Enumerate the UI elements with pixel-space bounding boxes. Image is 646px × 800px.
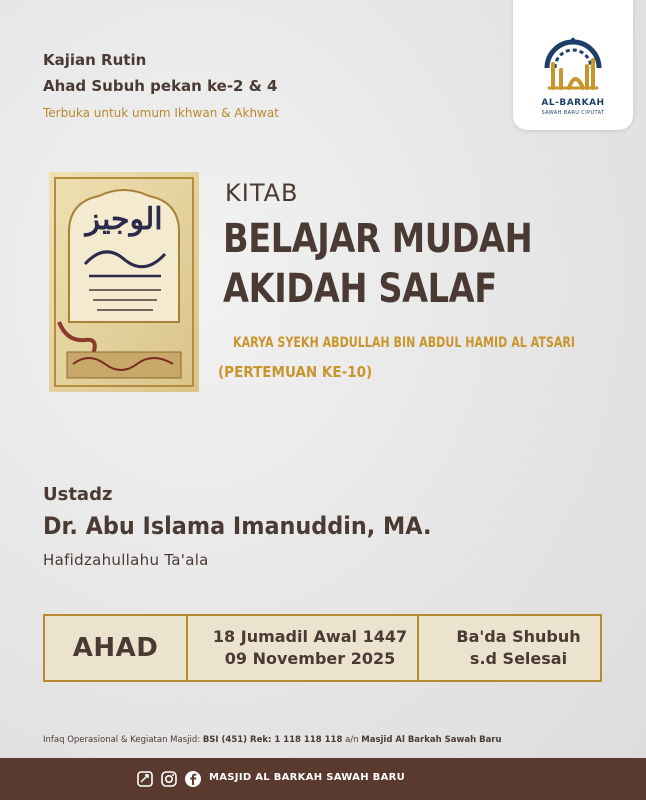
logo-subtitle: SAWAH BARU CIPUTAT <box>541 110 605 116</box>
footer-social-text: MASJID AL BARKAH SAWAH BARU <box>209 772 406 783</box>
speaker-honorific: Hafidzahullahu Ta'ala <box>43 551 209 569</box>
meeting-number: (PERTEMUAN KE-10) <box>218 363 373 381</box>
schedule-date-cell <box>186 616 417 680</box>
hijri-date: 18 Jumadil Awal 1447 <box>212 627 408 646</box>
gregorian-date: 09 November 2025 <box>224 649 396 668</box>
facebook-icon[interactable] <box>184 770 202 788</box>
infaq-bank: BSI (451) Rek: 1 118 118 118 <box>202 735 343 745</box>
series-label: Kajian Rutin <box>43 51 147 69</box>
time-start: Ba'da Shubuh <box>456 627 581 646</box>
infaq-recipient: Masjid Al Barkah Sawah Baru <box>361 735 502 745</box>
book-title-line1: BELAJAR MUDAH <box>223 216 533 262</box>
infaq-an: a/n <box>345 735 359 745</box>
speaker-name: Dr. Abu Islama Imanuddin, MA. <box>43 512 432 540</box>
time-end: s.d Selesai <box>469 649 568 668</box>
book-title-line2: AKIDAH SALAF <box>223 266 497 312</box>
schedule-time-cell <box>417 616 600 680</box>
infaq-label: Infaq Operasional & Kegiatan Masjid: <box>43 735 201 745</box>
schedule-box <box>43 614 602 682</box>
logo-name: AL-BARKAH <box>541 98 605 108</box>
audience-label: Terbuka untuk umum Ikhwan & Akhwat <box>43 106 279 120</box>
book-cover-title: الوجيز <box>85 202 163 237</box>
speaker-label: Ustadz <box>43 484 113 505</box>
logo-card <box>513 0 633 130</box>
book-cover-image <box>49 172 199 392</box>
instagram-icon[interactable] <box>160 770 178 788</box>
book-author: KARYA SYEKH ABDULLAH BIN ABDUL HAMID AL ATSARI <box>233 335 576 351</box>
schedule-label: Ahad Subuh pekan ke-2 & 4 <box>43 77 278 95</box>
footer-bar <box>0 758 646 800</box>
kitab-label: KITAB <box>225 179 299 207</box>
web-icon[interactable] <box>136 770 154 788</box>
mosque-logo-icon <box>513 0 633 98</box>
schedule-day-cell <box>45 616 186 680</box>
infaq-info <box>43 735 502 745</box>
schedule-day: AHAD <box>72 633 159 663</box>
